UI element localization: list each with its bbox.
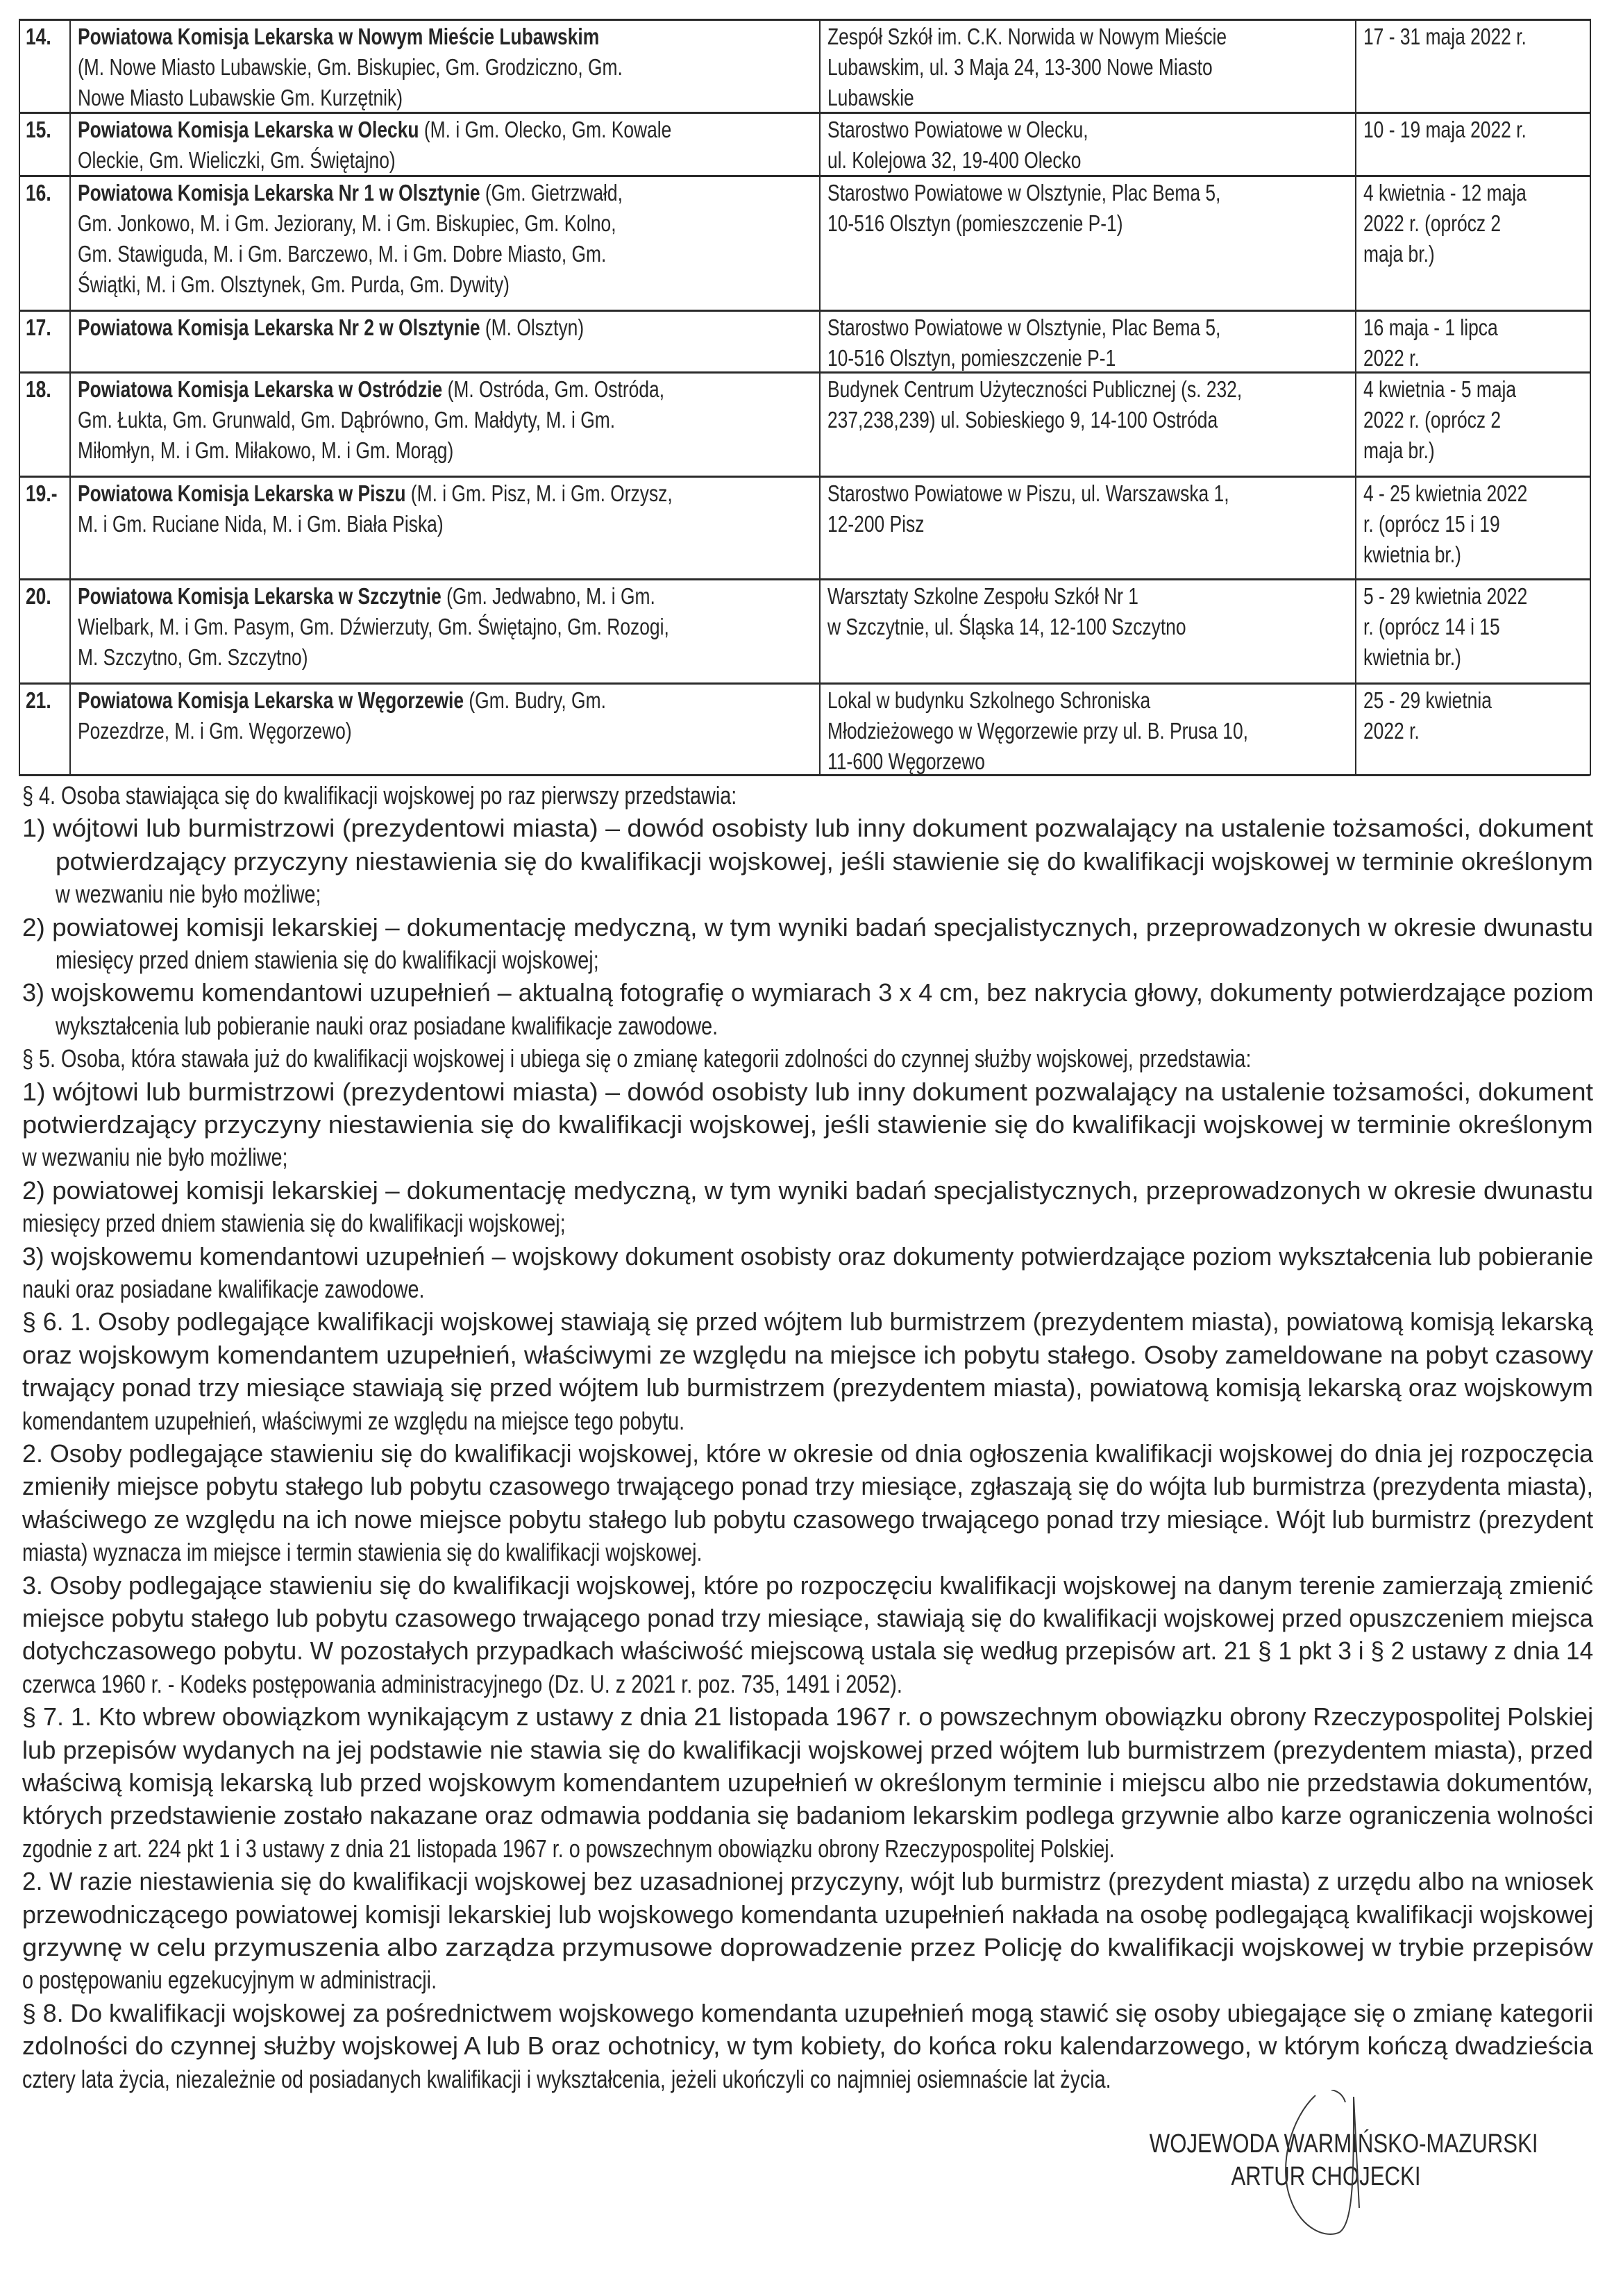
commission-text-line (78, 115, 671, 145)
location-text-line: 11-600 Węgorzewo (827, 748, 985, 774)
date-text-line: maja br.) (1363, 437, 1435, 463)
paragraph-line: dotychczasowego pobytu. W pozostałych przypadkach właściwość miejscową ustala się według przepisów art. 21 § 1 pkt 3 i § 2 ustawy z dnia 14 (22, 1636, 1594, 1666)
paragraph-line: zgodnie z art. 224 pkt 1 i 3 ustawy z dnia 21 listopada 1967 r. o powszechnym obowiązku obrony Rzeczypospolitej Polskiej. (22, 1834, 1115, 1863)
table-row-divider (19, 371, 1590, 374)
paragraph-line: § 5. Osoba, która stawała już do kwalifikacji wojskowej i ubiega się o zmianę kategorii zdolności do czynnej służby wojskowej, przedstawia: (22, 1044, 1252, 1073)
paragraph-line: 1) wójtowi lub burmistrzowi (prezydentowi miasta) – dowód osobisty lub inny dokument pozwalający na ustalenie tożsamości, dokument (22, 814, 1594, 843)
commission-area: (M. i Gm. Olecko, Gm. Kowale (419, 117, 672, 142)
paragraph-line: przewodniczącego powiatowej komisji lekarskiej lub wojskowego komendanta uzupełnień nakłada na osobę podlegającą kwalifikacji wojskowej (22, 1900, 1594, 1929)
date-text-line: 4 - 25 kwietnia 2022 (1363, 480, 1528, 506)
paragraph-line: 2) powiatowej komisji lekarskiej – dokumentację medyczną, w tym wyniki badań specjalistycznych, przeprowadzonych w okresie dwunastu (22, 912, 1593, 941)
table-border-top (19, 19, 1590, 21)
paragraph-line: trwający ponad trzy miesiące stawiają się przed wójtem lub burmistrzem (prezydentem miasta), powiatową komisją lekarską oraz wojskowym (22, 1373, 1593, 1402)
date-text-line: 4 kwietnia - 12 maja (1363, 180, 1527, 206)
location-text-line: w Szczytnie, ul. Śląska 14, 12-100 Szczytno (827, 614, 1186, 639)
paragraph-line: właściwego ze względu na ich nowe miejsce pobytu stałego lub pobytu czasowego trwającego ponad trzy miesiące. Wójt lub burmistrz (prezydent (22, 1505, 1594, 1534)
commission-area: Nowe Miasto Lubawskie Gm. Kurzętnik) (78, 85, 403, 110)
commission-area: (M. i Gm. Pisz, M. i Gm. Orzysz, (405, 480, 673, 506)
paragraph-line: 3) wojskowemu komendantowi uzupełnień – wojskowy dokument osobisty oraz dokumenty potwierdzające poziom wykształcenia lub pobieranie (22, 1241, 1594, 1271)
paragraph-line: 3. Osoby podlegające stawieniu się do kwalifikacji wojskowej, które po rozpoczęciu kwalifikacji wojskowej na danym terenie zamierzają zmienić (22, 1570, 1594, 1600)
row-number: 20. (26, 583, 51, 609)
paragraph-line: potwierdzający przyczyny niestawienia się do kwalifikacji wojskowej, jeśli stawienie się do kwalifikacji wojskowej w terminie określonym (22, 1110, 1593, 1139)
commission-text-line (78, 478, 673, 509)
location-text-line: Starostwo Powiatowe w Olsztynie, Plac Bema 5, (827, 180, 1221, 206)
paragraph-line: 1) wójtowi lub burmistrzowi (prezydentowi miasta) – dowód osobisty lub inny dokument pozwalający na ustalenie tożsamości, dokument (22, 1077, 1594, 1106)
paragraph-line: miejsce pobytu stałego lub pobytu czasowego trwającego ponad trzy miesiące, stawiają się do kwalifikacji wojskowej przed opuszczeniem miejsca (22, 1604, 1594, 1632)
commission-text-line (78, 642, 308, 673)
commission-area: Świątki, M. i Gm. Olsztynek, Gm. Purda, Gm. Dywity) (78, 271, 510, 297)
paragraph-line: 2. W razie niestawienia się do kwalifikacji wojskowej bez uzasadnionej przyczyny, wójt lub burmistrz (prezydent miasta) z urzędu albo na wniosek (22, 1867, 1594, 1896)
commission-text-line (78, 685, 606, 716)
row-number: 17. (26, 315, 51, 340)
commission-area: (Gm. Gietrzwałd, (480, 180, 623, 206)
location-text-line: Lubawskie (827, 85, 914, 110)
paragraph-line: wykształcenia lub pobieranie nauki oraz posiadane kwalifikacje zawodowe. (56, 1011, 718, 1040)
commission-name: Powiatowa Komisja Lekarska w Ostródzie (78, 376, 443, 402)
handwritten-signature-icon (1250, 2090, 1416, 2243)
date-text-line: 2022 r. (oprócz 2 (1363, 407, 1502, 433)
paragraph-line: komendantem uzupełnień, właściwymi ze względu na miejsce tego pobytu. (22, 1406, 685, 1435)
date-text-line: 2022 r. (1363, 345, 1420, 371)
commission-area: M. Szczytno, Gm. Szczytno) (78, 644, 308, 670)
date-text-line: 10 - 19 maja 2022 r. (1363, 117, 1527, 142)
paragraph-line: 2) powiatowej komisji lekarskiej – dokumentację medyczną, w tym wyniki badań specjalistycznych, przeprowadzonych w okresie dwunastu (22, 1175, 1593, 1205)
commission-text-line (78, 374, 664, 405)
paragraph-line: miasta) wyznacza im miejsce i termin stawienia się do kwalifikacji wojskowej. (22, 1538, 703, 1567)
commission-area: Pozezdrze, M. i Gm. Węgorzewo) (78, 718, 352, 744)
commission-name: Powiatowa Komisja Lekarska w Węgorzewie (78, 687, 464, 713)
commission-name: Powiatowa Komisja Lekarska w Olecku (78, 117, 419, 142)
location-text-line: 237,238,239) ul. Sobieskiego 9, 14-100 Ostróda (827, 407, 1218, 433)
commission-area: Oleckie, Gm. Wieliczki, Gm. Świętajno) (78, 147, 396, 173)
paragraph-line: w wezwaniu nie było możliwe; (22, 1143, 288, 1172)
paragraph-line: zdolności do czynnej służby wojskowej A lub B oraz ochotnicy, w tym kobiety, do końca roku kalendarzowego, w którym kończą dwadzieścia (22, 2031, 1593, 2061)
paragraph-line: § 7. 1. Kto wbrew obowiązkom wynikającym z ustawy z dnia 21 listopada 1967 r. o powszechnym obowiązku obrony Rzeczypospolitej Polskiej (22, 1702, 1594, 1732)
location-text-line: 12-200 Pisz (827, 511, 925, 537)
commission-name: Powiatowa Komisja Lekarska w Piszu (78, 480, 406, 506)
location-text-line: Lokal w budynku Szkolnego Schroniska (827, 687, 1151, 713)
date-text-line: kwietnia br.) (1363, 542, 1461, 567)
commission-area: (M. Ostróda, Gm. Ostróda, (442, 376, 665, 402)
date-text-line: r. (oprócz 14 i 15 (1363, 614, 1500, 639)
row-number: 14. (26, 24, 51, 49)
commission-name: Powiatowa Komisja Lekarska w Nowym Mieście Lubawskim (78, 24, 600, 49)
paragraph-line: § 4. Osoba stawiająca się do kwalifikacji wojskowej po raz pierwszy przedstawia: (22, 781, 737, 810)
paragraph-line: czerwca 1960 r. - Kodeks postępowania administracyjnego (Dz. U. z 2021 r. poz. 735, 1491 i 2052). (22, 1669, 902, 1698)
table-row-divider (19, 476, 1590, 478)
date-text-line: 2022 r. (oprócz 2 (1363, 210, 1502, 236)
table-column-divider (69, 19, 71, 776)
commission-text-line (78, 83, 403, 113)
date-text-line: maja br.) (1363, 241, 1435, 267)
commission-name: Powiatowa Komisja Lekarska Nr 2 w Olsztynie (78, 315, 480, 340)
location-text-line: Starostwo Powiatowe w Piszu, ul. Warszawska 1, (827, 480, 1229, 506)
date-text-line: 17 - 31 maja 2022 r. (1363, 24, 1527, 49)
commission-text-line (78, 208, 616, 239)
commission-area: Wielbark, M. i Gm. Pasym, Gm. Dźwierzuty, Gm. Świętajno, Gm. Rozogi, (78, 614, 669, 639)
commission-area: Gm. Stawiguda, M. i Gm. Barczewo, M. i Gm. Dobre Miasto, Gm. (78, 241, 607, 267)
paragraph-line: nauki oraz posiadane kwalifikacje zawodowe. (22, 1275, 425, 1303)
row-number: 21. (26, 687, 51, 713)
signatory-name: ARTUR CHOJECKI (1231, 2162, 1421, 2191)
commission-area: M. i Gm. Ruciane Nida, M. i Gm. Biała Piska) (78, 511, 444, 537)
commission-text-line (78, 145, 396, 176)
table-row-divider (19, 682, 1590, 685)
date-text-line: r. (oprócz 15 i 19 (1363, 511, 1500, 537)
location-text-line: Lubawskim, ul. 3 Maja 24, 13-300 Nowe Miasto (827, 54, 1213, 80)
commission-area: (M. Olsztyn) (480, 315, 585, 340)
paragraph-line: cztery lata życia, niezależnie od posiadanych kwalifikacji i wykształcenia, jeżeli ukończyli co najmniej osiemnaście lat życia. (22, 2064, 1111, 2093)
commission-text-line (78, 612, 669, 642)
paragraph-line: 2. Osoby podlegające stawieniu się do kwalifikacji wojskowej, które w okresie od dnia ogłoszenia kwalifikacji wojskowej do dnia jej rozpoczęcia (22, 1439, 1594, 1468)
commission-text-line (78, 269, 510, 300)
row-number: 19.- (26, 480, 58, 506)
commission-text-line (78, 405, 615, 435)
signatory-title: WOJEWODA WARMIŃSKO-MAZURSKI (1149, 2129, 1538, 2159)
paragraph-line: właściwą komisją lekarską lub przed wojskowym komendantem uzupełnień w określonym terminie i miejscu albo nie przedstawia dokumentów, (22, 1768, 1593, 1797)
location-text-line: Starostwo Powiatowe w Olsztynie, Plac Bema 5, (827, 315, 1221, 340)
table-column-divider (819, 19, 821, 776)
table-column-divider (1355, 19, 1356, 776)
location-text-line: Warsztaty Szkolne Zespołu Szkół Nr 1 (827, 583, 1138, 609)
commission-area: Miłomłyn, M. i Gm. Miłakowo, M. i Gm. Morąg) (78, 437, 454, 463)
paragraph-line: potwierdzający przyczyny niestawienia się do kwalifikacji wojskowej, jeśli stawienie się do kwalifikacji wojskowej w terminie określonym (56, 846, 1593, 875)
commission-text-line (78, 239, 606, 269)
commission-text-line (78, 52, 623, 83)
commission-area: Gm. Łukta, Gm. Grunwald, Gm. Dąbrówno, Gm. Małdyty, M. i Gm. (78, 407, 616, 433)
commission-name: Powiatowa Komisja Lekarska Nr 1 w Olsztynie (78, 180, 480, 206)
location-text-line: 10-516 Olsztyn, pomieszczenie P-1 (827, 345, 1116, 371)
commission-name: Powiatowa Komisja Lekarska w Szczytnie (78, 583, 442, 609)
commission-text-line (78, 509, 444, 539)
location-text-line: Budynek Centrum Użyteczności Publicznej (s. 232, (827, 376, 1243, 402)
paragraph-line: o postępowaniu egzekucyjnym w administracji. (22, 1966, 437, 1995)
paragraph-line: grzywnę w celu przymuszenia albo zarządza przymusowe doprowadzenie przez Policję do kwalifikacji wojskowej w trybie przepisów (22, 1933, 1593, 1961)
row-number: 16. (26, 180, 51, 206)
paragraph-line: w wezwaniu nie było możliwe; (56, 880, 321, 909)
paragraph-line: § 8. Do kwalifikacji wojskowej za pośrednictwem wojskowego komendanta uzupełnień mogą stawić się osoby ubiegające się o zmianę kategorii (22, 1998, 1594, 2027)
table-row-divider (19, 774, 1590, 776)
paragraph-line: zmieniły miejsce pobytu stałego lub pobytu czasowego trwającego ponad trzy miesiące, zgłaszają się do wójta lub burmistrza (prezydenta miasta), (22, 1472, 1594, 1501)
commission-text-line (78, 22, 599, 52)
table-row-divider (19, 578, 1590, 580)
table-row-divider (19, 310, 1590, 312)
commission-text-line (78, 178, 623, 208)
commission-area: Gm. Jonkowo, M. i Gm. Jeziorany, M. i Gm. Biskupiec, Gm. Kolno, (78, 210, 616, 236)
commission-text-line (78, 581, 655, 612)
location-text-line: Starostwo Powiatowe w Olecku, (827, 117, 1088, 142)
paragraph-line: lub przepisów wydanych na jej podstawie nie stawia się do kwalifikacji wojskowej przed wójtem lub burmistrzem (prezydentem miasta), przed (22, 1735, 1593, 1764)
date-text-line: 4 kwietnia - 5 maja (1363, 376, 1517, 402)
paragraph-line: § 6. 1. Osoby podlegające kwalifikacji wojskowej stawiają się przed wójtem lub burmistrzem (prezydentem miasta), powiatową komisją lekarską (22, 1307, 1593, 1336)
commission-area: (M. Nowe Miasto Lubawskie, Gm. Biskupiec, Gm. Grodziczno, Gm. (78, 54, 623, 80)
paragraph-line: oraz wojskowym komendantem uzupełnień, właściwymi ze względu na miejsce ich pobytu stałego. Osoby zameldowane na pobyt czasowy (22, 1340, 1594, 1369)
location-text-line: 10-516 Olsztyn (pomieszczenie P-1) (827, 210, 1123, 236)
location-text-line: Młodzieżowego w Węgorzewie przy ul. B. Prusa 10, (827, 718, 1248, 744)
table-border-right (1590, 19, 1591, 776)
date-text-line: 16 maja - 1 lipca (1363, 315, 1498, 340)
date-text-line: kwietnia br.) (1363, 644, 1461, 670)
row-number: 15. (26, 117, 51, 142)
table-border-left (19, 19, 20, 776)
commission-area: (Gm. Jedwabno, M. i Gm. (441, 583, 655, 609)
date-text-line: 2022 r. (1363, 718, 1420, 744)
location-text-line: Zespół Szkół im. C.K. Norwida w Nowym Mieście (827, 24, 1227, 49)
commission-area: (Gm. Budry, Gm. (464, 687, 606, 713)
row-number: 18. (26, 376, 51, 402)
commission-text-line (78, 716, 352, 746)
date-text-line: 25 - 29 kwietnia (1363, 687, 1492, 713)
location-text-line: ul. Kolejowa 32, 19-400 Olecko (827, 147, 1082, 173)
commission-text-line (78, 312, 584, 343)
paragraph-line: których przedstawienie zostało nakazane oraz odmawia poddania się badaniom lekarskim podlega grzywnie albo karze ograniczenia wolności (22, 1801, 1594, 1830)
paragraph-line: miesięcy przed dniem stawienia się do kwalifikacji wojskowej; (56, 946, 599, 974)
paragraph-line: 3) wojskowemu komendantowi uzupełnień – aktualną fotografię o wymiarach 3 x 4 cm, bez nakrycia głowy, dokumenty potwierdzające poziom (22, 978, 1594, 1007)
paragraph-line: miesięcy przed dniem stawienia się do kwalifikacji wojskowej; (22, 1209, 566, 1238)
date-text-line: 5 - 29 kwietnia 2022 (1363, 583, 1528, 609)
commission-text-line (78, 435, 453, 466)
